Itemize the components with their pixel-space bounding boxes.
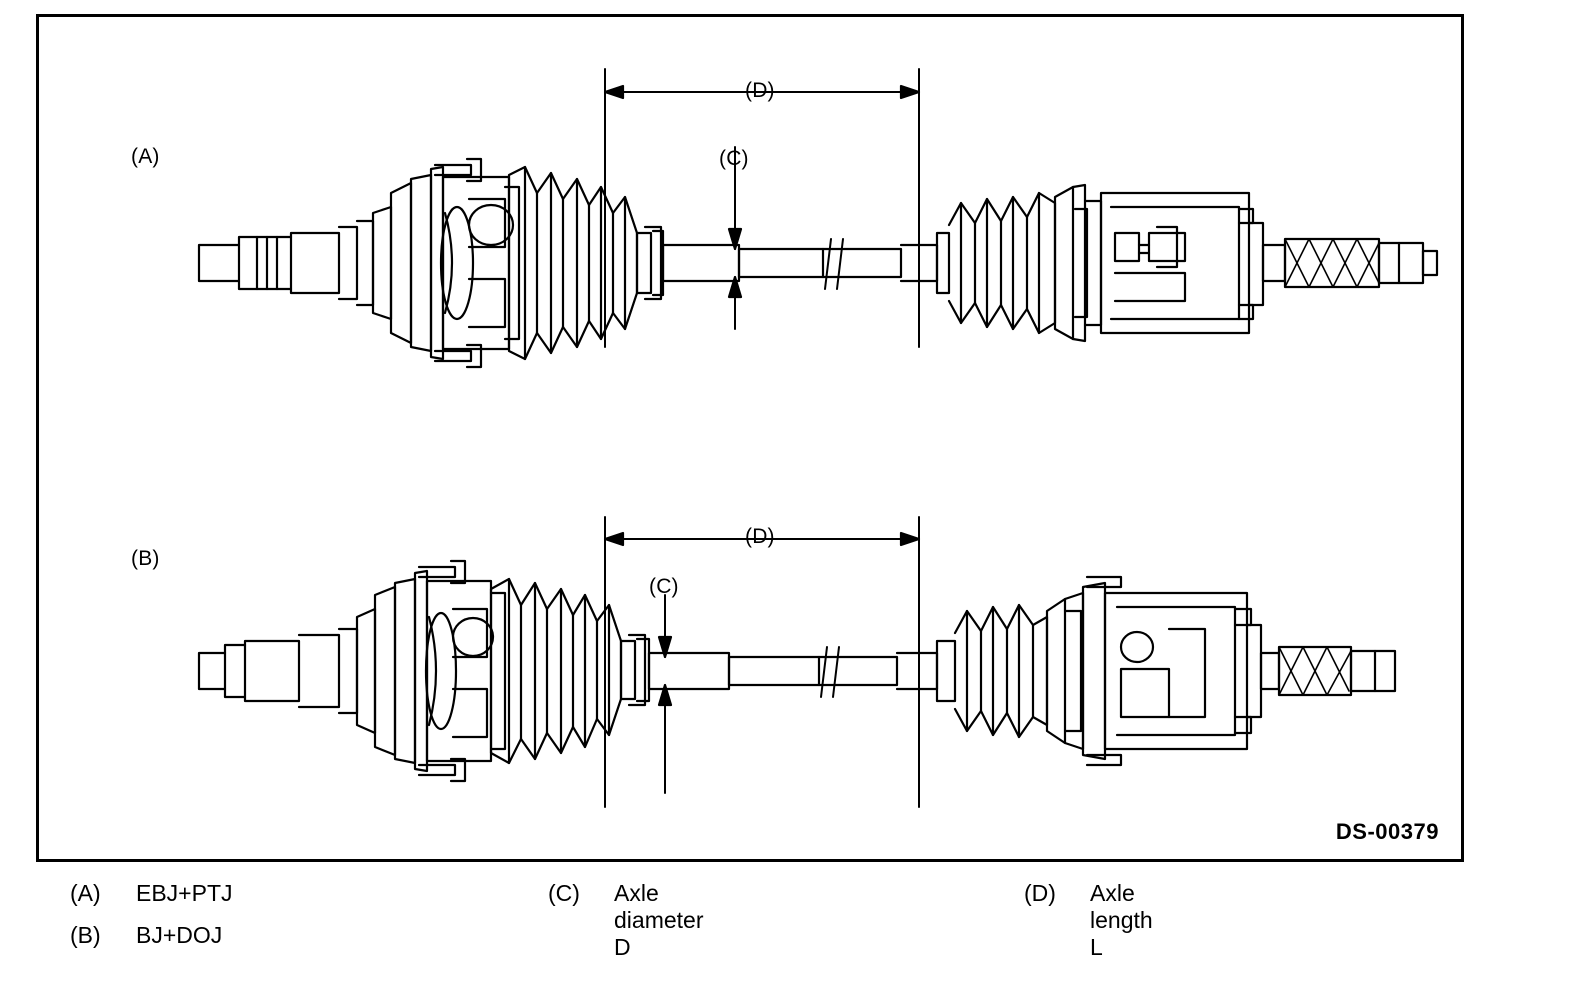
legend-key-d: (D) (1024, 880, 1056, 906)
legend-key-a: (A) (70, 880, 101, 906)
legend-text-d: Axle length L (1090, 880, 1153, 960)
callout-a-label: (A) (131, 145, 160, 168)
dimension-c-top-label: (C) (719, 147, 749, 170)
dimension-d-bottom-label: (D) (745, 525, 775, 548)
callout-b-label: (B) (131, 547, 160, 570)
drive-shaft-technical-drawing (39, 17, 1461, 859)
assembly-a (199, 69, 1437, 367)
legend-key-c: (C) (548, 880, 580, 906)
dimension-d-top-label: (D) (745, 79, 775, 102)
assembly-b (199, 517, 1395, 807)
legend-text-a: EBJ+PTJ (136, 880, 233, 906)
dimension-c-bottom-label: (C) (649, 575, 679, 598)
figure-frame (36, 14, 1464, 862)
legend-key-b: (B) (70, 922, 101, 948)
figure-code: DS-00379 (1335, 819, 1439, 844)
legend (36, 880, 1476, 990)
legend-text-c: Axle diameter D (614, 880, 704, 960)
legend-text-b: BJ+DOJ (136, 922, 223, 948)
